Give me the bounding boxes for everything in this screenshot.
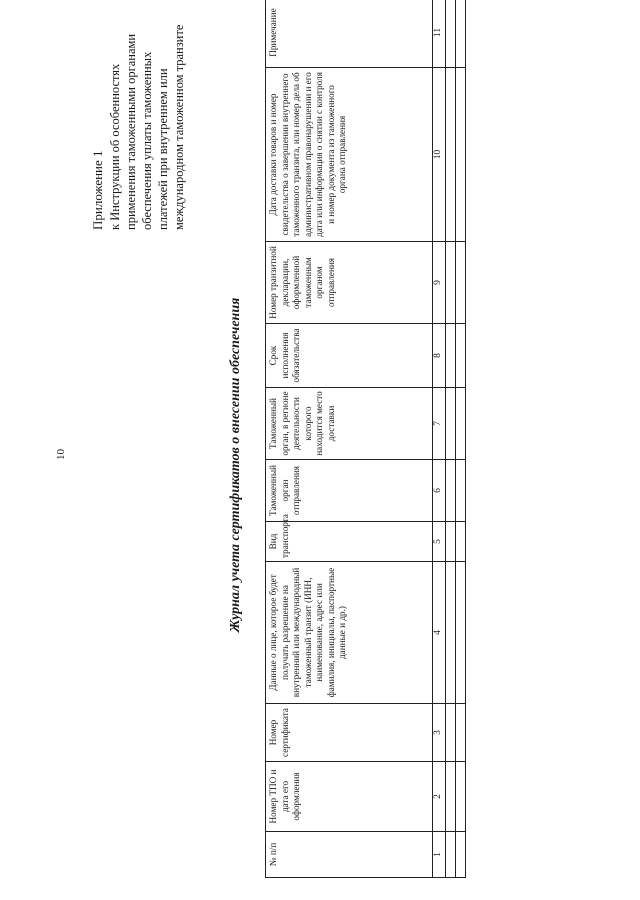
column-number: 2 <box>433 762 446 832</box>
column-header: № п/п <box>266 832 433 878</box>
table-cell <box>455 762 465 832</box>
table-cell <box>455 0 465 68</box>
table-row <box>455 0 465 878</box>
table-cell <box>445 460 455 522</box>
table-cell <box>455 460 465 522</box>
table-row <box>445 0 455 878</box>
column-header: Номер ТПО и дата его оформления <box>266 762 433 832</box>
table-cell <box>445 562 455 704</box>
column-header: Примечание <box>266 0 433 68</box>
column-header: Дата доставки товаров и номер свидетельства о завершении внутреннего таможенного транзита, или номер дела об административном правонарушении и его дата или информация о снятии с контроля и номер документа из таможенного органа отправления <box>266 68 433 242</box>
table-cell <box>455 704 465 762</box>
column-header: Вид транспорта <box>266 522 433 562</box>
column-number: 10 <box>433 68 446 242</box>
appendix-text: к Инструкции об особенностях применения таможенными органами обеспечения уплаты таможенных платежей при внутреннем или международном таможенном транзите <box>107 24 186 230</box>
table-cell <box>455 324 465 388</box>
appendix-title: Приложение 1 <box>90 150 105 230</box>
table-header-row <box>266 0 433 878</box>
column-header: Таможенный орган, в регионе деятельности которого находится место доставки <box>266 388 433 460</box>
page-number: 10 <box>55 449 67 460</box>
column-header: Номер транзитной декларации, оформленной таможенным органом отправления <box>266 242 433 324</box>
column-number: 7 <box>433 388 446 460</box>
column-header: Срок исполнения обязательства <box>266 324 433 388</box>
table-cell <box>455 242 465 324</box>
table-cell <box>455 522 465 562</box>
table-cell <box>445 242 455 324</box>
table-cell <box>445 832 455 878</box>
table-cell <box>455 68 465 242</box>
table-cell <box>445 388 455 460</box>
column-number: 4 <box>433 562 446 704</box>
table-cell <box>455 832 465 878</box>
column-number: 1 <box>433 832 446 878</box>
column-number: 5 <box>433 522 446 562</box>
journal-title: Журнал учета сертификатов о внесении обеспечения <box>228 297 243 633</box>
column-number: 11 <box>433 0 446 68</box>
table-cell <box>445 68 455 242</box>
column-number: 9 <box>433 242 446 324</box>
column-header: Данные о лице, которое будет получать разрешение на внутренний или международный таможенный транзит (ИНН, наименование, адрес или фамилия, инициалы, паспортные данные и др.) <box>266 562 433 704</box>
table-cell <box>445 762 455 832</box>
table-cell <box>445 522 455 562</box>
appendix-note <box>90 20 187 230</box>
column-number: 3 <box>433 704 446 762</box>
table-cell <box>445 704 455 762</box>
table-cell <box>445 0 455 68</box>
table-cell <box>445 324 455 388</box>
table-cell <box>455 388 465 460</box>
column-number: 8 <box>433 324 446 388</box>
column-header: Номер сертификата <box>266 704 433 762</box>
column-header: Таможенный орган отправления <box>266 460 433 522</box>
table-cell <box>455 562 465 704</box>
journal-table <box>265 0 466 878</box>
column-number: 6 <box>433 460 446 522</box>
column-number-row <box>433 0 446 878</box>
